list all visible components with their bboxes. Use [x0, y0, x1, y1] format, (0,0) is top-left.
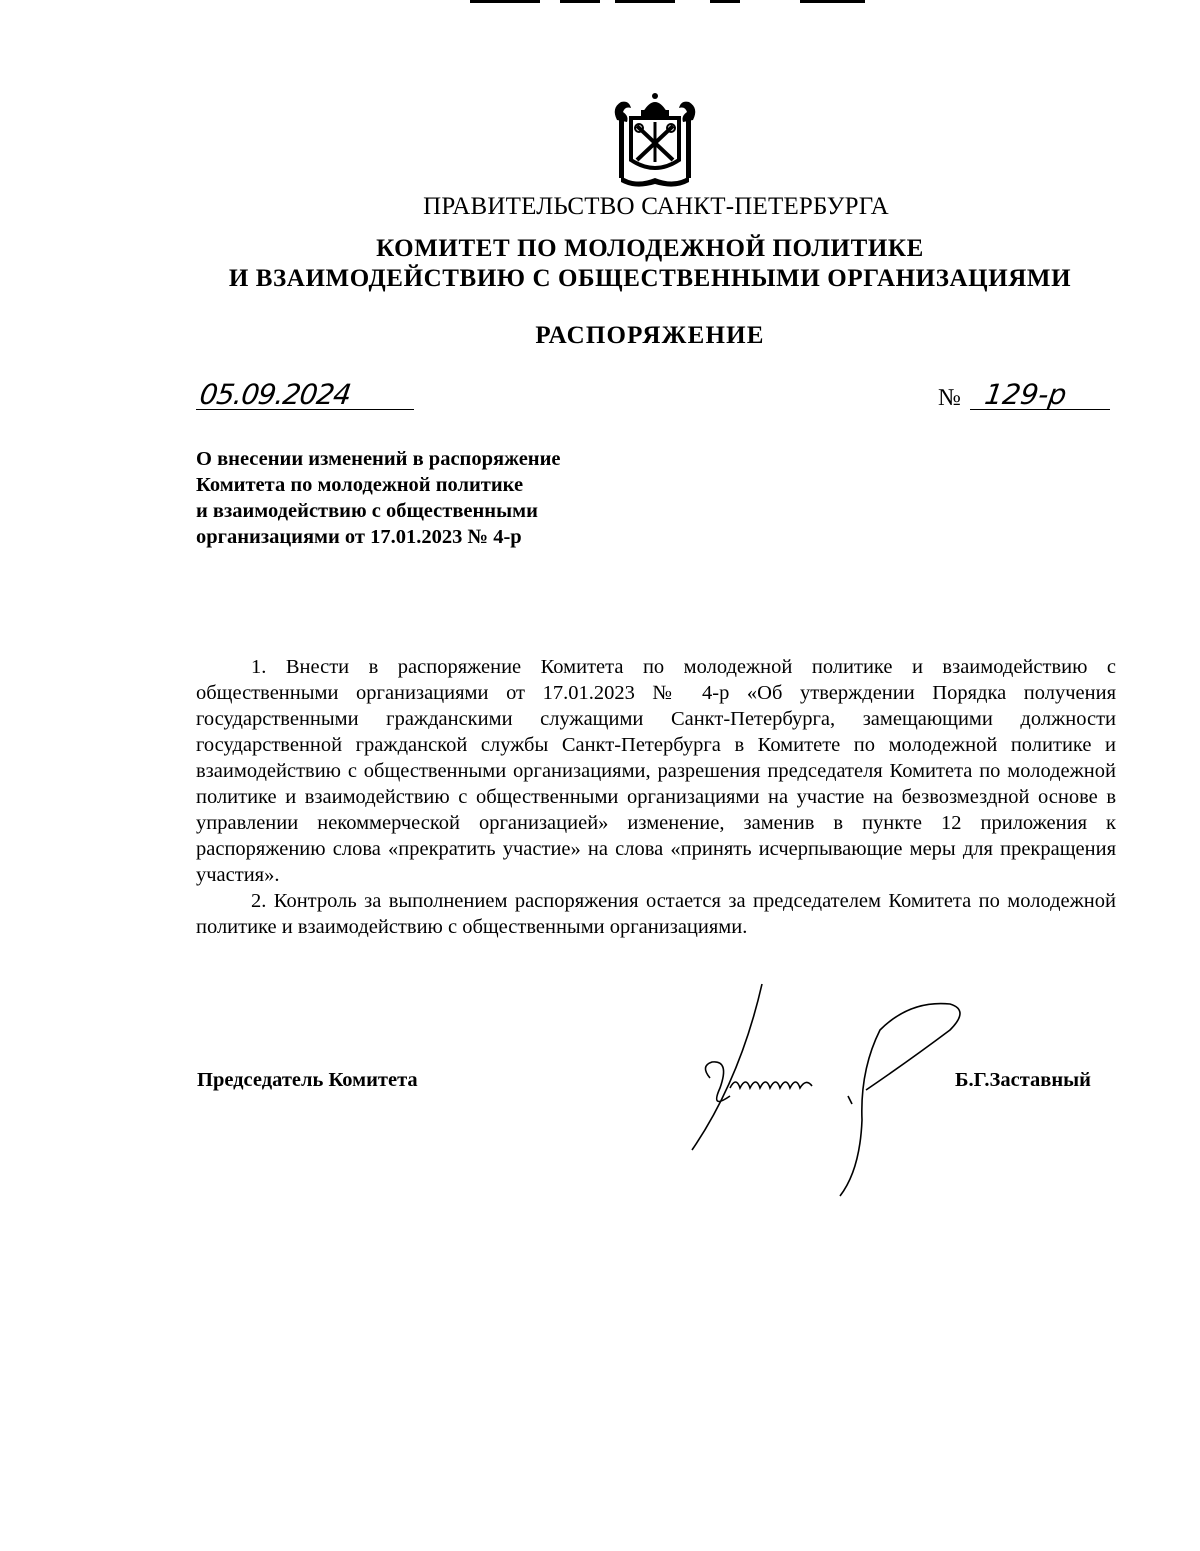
scan-marks: [470, 0, 870, 6]
body-paragraph-1: 1. Внести в распоряжение Комитета по молодежной политике и взаимодействию с общественными организациями от 17.01.2023 № 4-р «Об утверждении Порядка получения государственными гражданскими служащими Санкт-Петербурга, замещающими должности государственной гражданской службы Санкт-Петербурга в Комитете по молодежной политике и взаимодействию с общественными организациями, разрешения председателя Комитета по молодежной политике и взаимодействию с общественными организациями на участие на безвозмездной основе в управлении некоммерческой организацией» изменение, заменив в пункте 12 приложения к распоряжению слова «прекратить участие» на слова «принять исчерпывающие меры для прекращения участия».: [196, 656, 1116, 886]
subject-line: О внесении изменений в распоряжение: [196, 448, 561, 470]
committee-heading: [0, 234, 1200, 294]
committee-heading-line2: И ВЗАИМОДЕЙСТВИЮ С ОБЩЕСТВЕННЫМИ ОРГАНИЗАЦИЯМИ: [228, 265, 1072, 292]
document-subject: [196, 446, 656, 550]
document-number: 129-р: [982, 378, 1069, 411]
subject-line: Комитета по молодежной политике: [196, 474, 524, 496]
subject-line: и взаимодействию с общественными: [196, 500, 538, 522]
handwritten-signature: [670, 970, 970, 1210]
signer-role: Председатель Комитета: [197, 1069, 418, 1091]
document-body: [196, 654, 1116, 940]
date-underline: [196, 408, 414, 410]
committee-heading-line1: КОМИТЕТ ПО МОЛОДЕЖНОЙ ПОЛИТИКЕ: [376, 235, 924, 262]
body-paragraph-2: 2. Контроль за выполнением распоряжения остается за председателем Комитета по молодежной политике и взаимодействию с общественными организациями.: [196, 890, 1116, 938]
signer-name: Б.Г.Заставный: [955, 1069, 1091, 1091]
government-heading: ПРАВИТЕЛЬСТВО САНКТ-ПЕТЕРБУРГА: [423, 193, 889, 220]
number-sign: №: [938, 385, 961, 411]
number-underline: [970, 408, 1110, 410]
coat-of-arms-emblem: [605, 90, 705, 190]
subject-line: организациями от 17.01.2023 № 4-р: [196, 526, 522, 548]
document-type-title: РАСПОРЯЖЕНИЕ: [535, 322, 765, 349]
document-date: 05.09.2024: [197, 378, 353, 411]
